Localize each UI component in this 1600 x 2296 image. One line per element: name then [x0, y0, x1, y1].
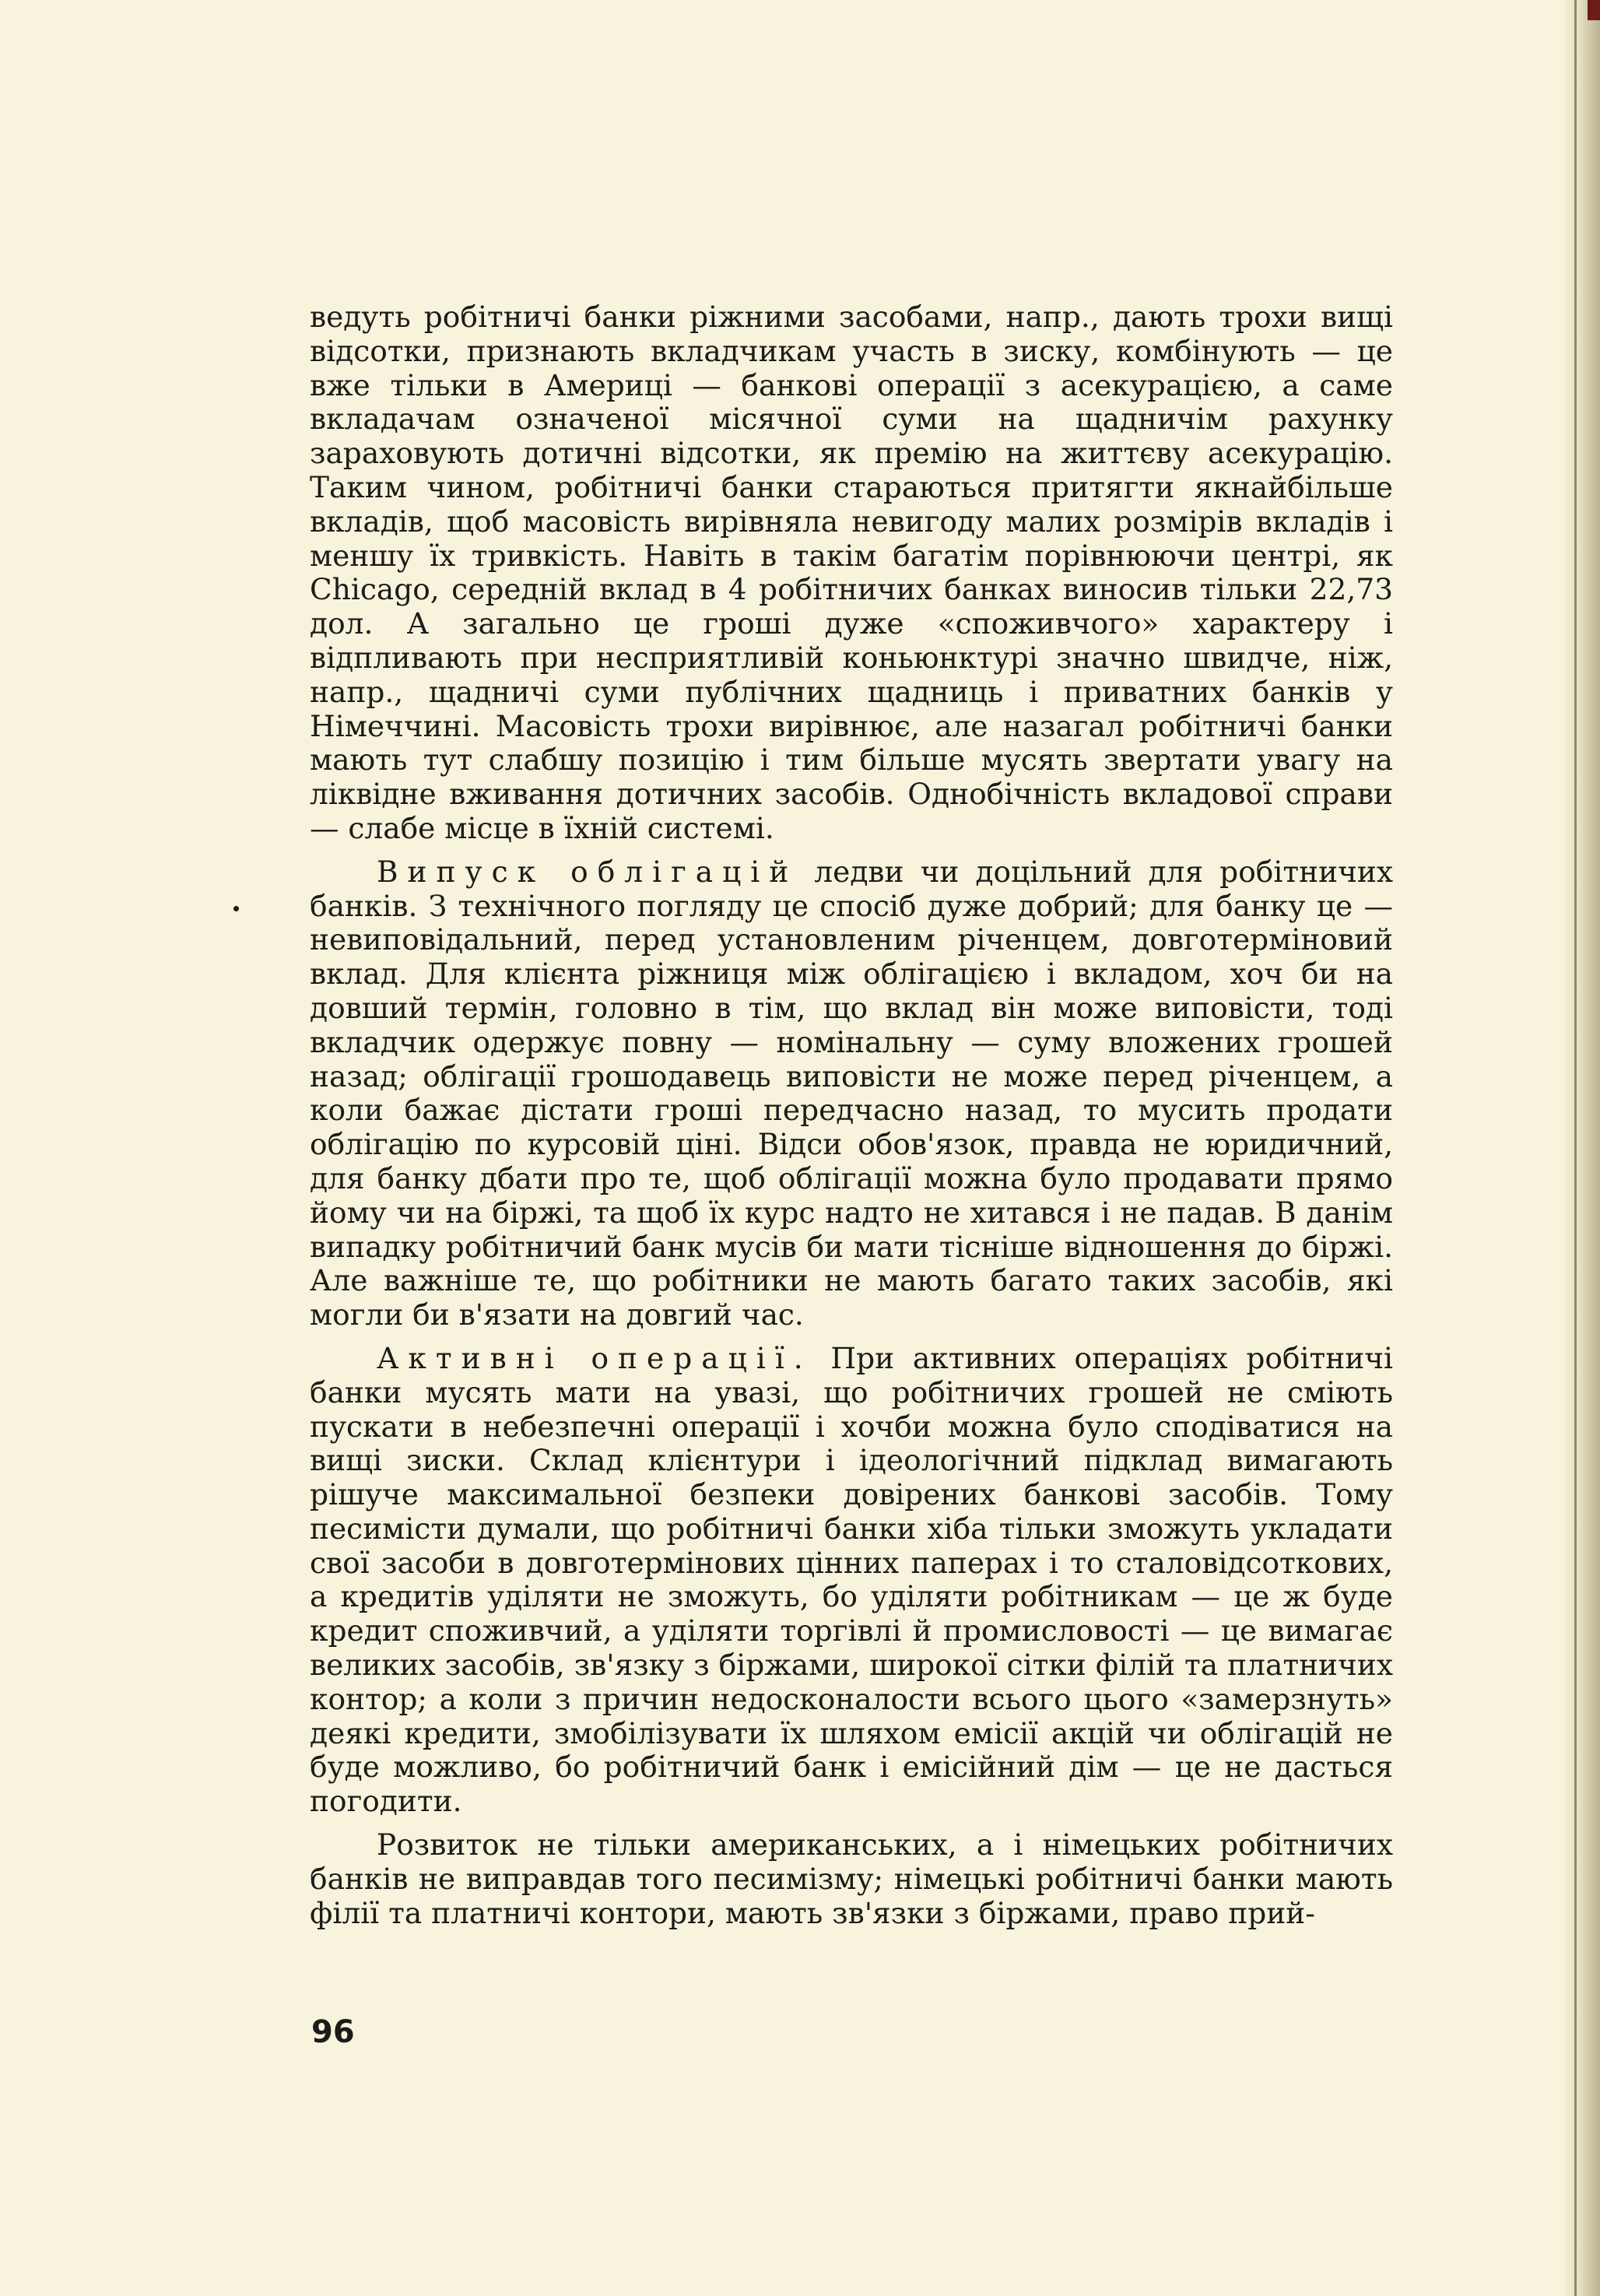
corner-mark [1588, 0, 1600, 20]
paragraph-text: ледви чи доцільний для робітничих банків. З технічного погляду це спосіб дуже добрий; для банку це — невиповідальний, перед установленим річенцем, довготерміновий вклад. Для клієнта ріжниця між облігацією і вкладом, хоч би на довший термін, головно в тім, що вклад він може виповісти, тоді вкладчик одержує повну — номінальну — суму вложених грошей назад; облігації грошодавець виповісти не може перед річенцем, а коли бажає дістати гроші передчасно назад, то мусить продати облігацію по курсовій ціні. Відси обов'язок, правда не юридичний, для банку дбати про те, щоб облігації можна було продавати прямо йому чи на біржі, та щоб їх курс надто не хитався і не падав. В данім випадку робітничий банк мусів би мати тісніше відношення до біржі. Але важніше те, що робітники не мають багато таких засобів, які могли би в'язати на довгий час. [310, 854, 1394, 1332]
paragraph-text: ведуть робітничі банки ріжними засобами, напр., дають трохи вищі відсотки, признають вкладчикам участь в зиску, комбінують — це вже тільки в Америці — банкові операції з асекурацією, а саме вкладачам означеної місячної суми на щадничім рахунку зараховують дотичні відсотки, як премію на життєву асекурацію. Таким чином, робітничі банки стараються притягти якнайбільше вкладів, щоб масовість вирівняла невигоду малих розмірів вкладів і меншу їх тривкість. Навіть в такім багатім порівнюючи центрі, як Chicago, середній вклад в 4 робітничих банках виносив тільки 22,73 дол. А загально це гроші дуже «споживчого» характеру і відпливають при несприятливій коньюнктурі значно швидче, ніж, напр., щадничі суми публічних щадниць і приватних банків у Німеччині. Масовість трохи вирівнює, але назагал робітничі банки мають тут слабшу позицію і тим більше мусять звертати увагу на ліквідне вживання дотичних засобів. Однобічність вкладової справи — слабе місце в їхній системі. [310, 300, 1393, 845]
section-lead-bond-issue: Випуск облігацій [377, 854, 798, 889]
margin-dot [233, 906, 239, 911]
paragraph-bond-issue [310, 855, 1393, 1332]
body-text [310, 300, 1393, 1930]
paragraph-text: При активних операціях робітничі банки мусять мати на увазі, що робітничих грошей не сміють пускати в небезпечні операції і хочби можна було сподіватися на вищі зиски. Склад клієнтури і ідеологічний підклад вимагають рішуче максимальної безпеки довірених банкові засобів. Тому песимісти думали, що робітничі банки хіба тільки зможуть укладати свої засоби в довготермінових цінних паперах і то сталовідсоткових, а кредитів уділяти не зможуть, бо уділяти робітникам — це ж буде кредит споживчий, а уділяти торгівлі й промисловості — це вимагає великих засобів, зв'язку з біржами, широкої сітки філій та платничих контор; а коли з причин недосконалости всього цього «замерзнуть» деякі кредити, змобілізувати їх шляхом емісії акцій чи облігацій не буде можливо, бо робітничий банк і емісійний дім — це не дасться погодити. [310, 1340, 1393, 1819]
page-binding-line [1574, 0, 1577, 2296]
paragraph-continuation [310, 300, 1393, 846]
paragraph-text: Розвиток не тільки американських, а і німецьких робітничих банків не виправдав того песимізму; німецькі робітничі банки мають філії та платничі контори, мають зв'язки з біржами, право прий- [310, 1827, 1393, 1930]
page-number: 96 [311, 2014, 355, 2050]
page-edge-shadow [1566, 0, 1600, 2296]
section-lead-active-operations: Активні операції. [377, 1340, 812, 1375]
paragraph-active-operations [310, 1342, 1393, 1819]
paragraph-development [310, 1828, 1393, 1930]
